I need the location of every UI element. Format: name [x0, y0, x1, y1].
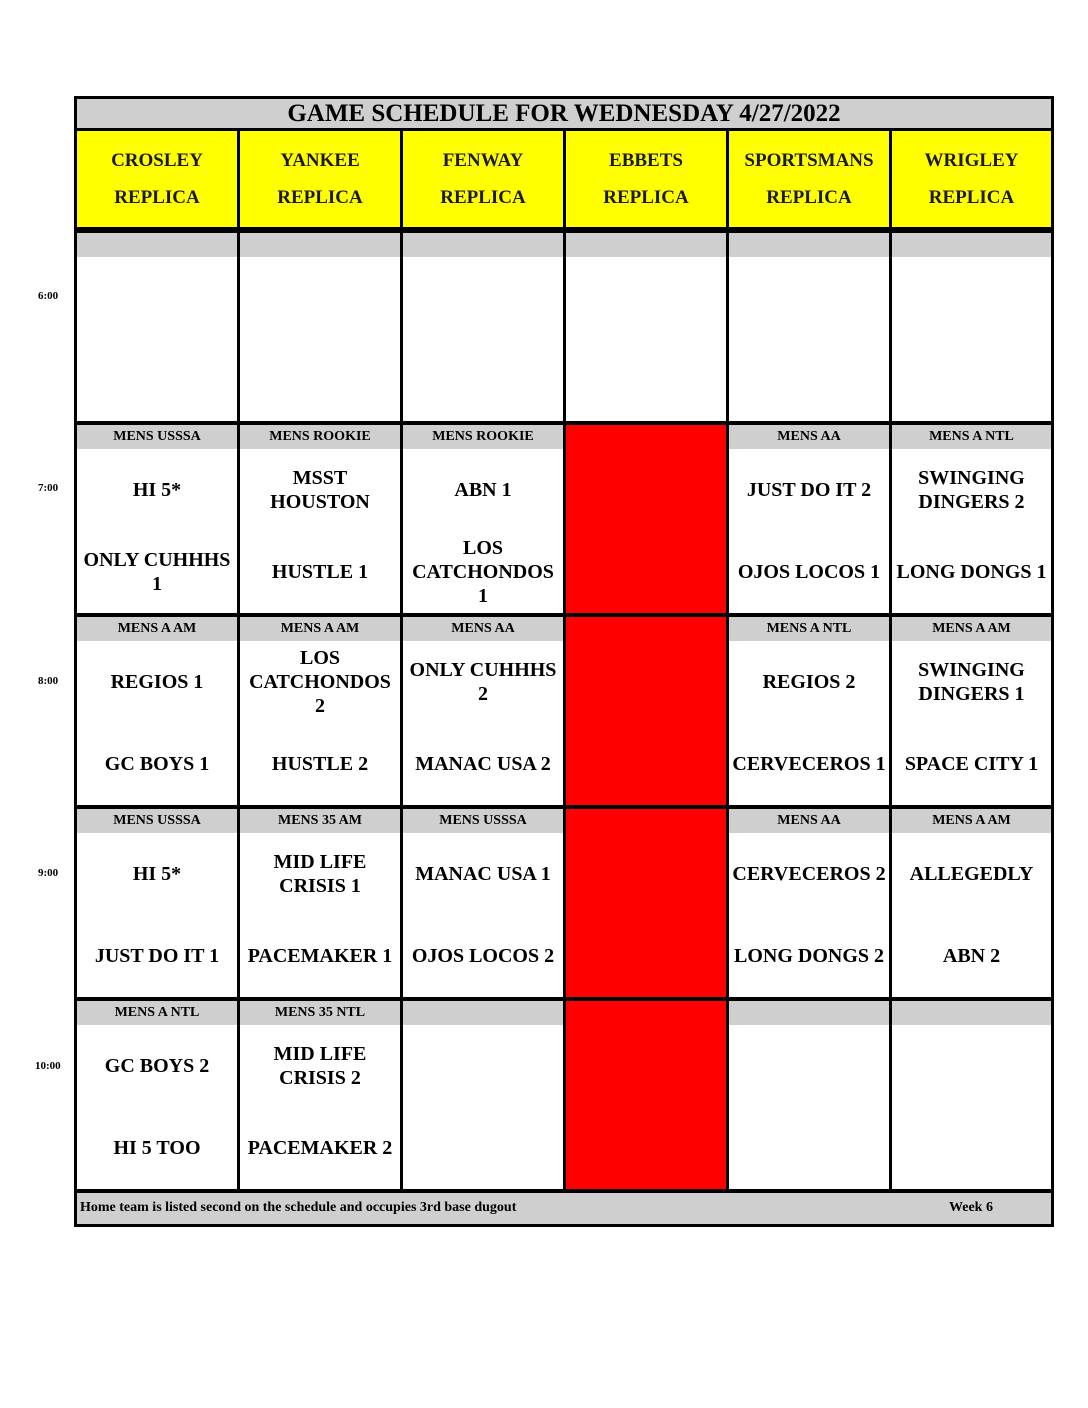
division-row: [77, 233, 1051, 257]
field-name: FENWAY: [442, 150, 524, 171]
away-team: [403, 1025, 563, 1107]
home-team: [566, 339, 726, 421]
time-label-6-00: 6:00: [38, 290, 59, 302]
field-name: CROSLEY: [111, 150, 203, 171]
game-cell: [403, 257, 566, 421]
division-cell: [566, 809, 729, 833]
away-team: [403, 257, 563, 339]
division-row: [77, 617, 1051, 641]
game-cell: [403, 833, 566, 997]
division-cell: MENS USSSA: [77, 425, 240, 449]
game-cell: [729, 641, 892, 805]
field-sub: REPLICA: [603, 187, 689, 208]
home-team: [403, 339, 563, 421]
division-cell: MENS A AM: [77, 617, 240, 641]
game-cell: [892, 1025, 1051, 1189]
field-header-ebbets: [566, 131, 729, 227]
division-cell: MENS AA: [729, 425, 892, 449]
division-row: [77, 809, 1051, 833]
away-team: [729, 1025, 889, 1107]
title-bar: [77, 99, 1051, 131]
footer-bar: [77, 1193, 1051, 1224]
game-cell: [77, 641, 240, 805]
home-team: ABN 2: [942, 945, 1001, 967]
away-team: HI 5*: [132, 863, 182, 885]
game-cell: [77, 833, 240, 997]
field-name: YANKEE: [280, 150, 360, 171]
away-team: REGIOS 1: [110, 671, 204, 693]
away-team: MID LIFE CRISIS 1: [273, 851, 367, 897]
home-team: OJOS LOCOS 1: [737, 561, 881, 583]
home-team: MANAC USA 2: [415, 753, 551, 775]
away-team: [566, 641, 726, 723]
division-cell: MENS 35 NTL: [240, 1001, 403, 1025]
away-team: [729, 257, 889, 339]
away-team: [77, 257, 237, 339]
home-team: JUST DO IT 1: [94, 945, 220, 967]
division-cell: [566, 233, 729, 257]
week-label: Week 6: [949, 1200, 993, 1215]
game-cell: [403, 449, 566, 613]
away-team: ABN 1: [454, 479, 512, 501]
away-team: [566, 833, 726, 915]
home-team: [892, 339, 1051, 421]
field-name: SPORTSMANS: [744, 150, 874, 171]
game-cell: [729, 1025, 892, 1189]
home-team: [566, 1107, 726, 1189]
away-team: [566, 1025, 726, 1107]
game-cell: [240, 641, 403, 805]
away-team: MID LIFE CRISIS 2: [273, 1043, 367, 1089]
game-cell: [892, 449, 1051, 613]
home-team: LOS CATCHONDOS 1: [412, 537, 554, 607]
game-cell: [403, 641, 566, 805]
home-team: PACEMAKER 2: [247, 1137, 393, 1159]
game-cell: [240, 833, 403, 997]
away-team: LOS CATCHONDOS 2: [249, 647, 391, 717]
game-cell: [892, 257, 1051, 421]
division-row: [77, 425, 1051, 449]
away-team: SWINGING DINGERS 2: [918, 467, 1025, 513]
time-label-10-00: 10:00: [35, 1060, 61, 1072]
home-team: [77, 339, 237, 421]
game-cell: [240, 449, 403, 613]
home-team: [566, 531, 726, 613]
away-team: [892, 1025, 1051, 1107]
field-header-sportsmans: [729, 131, 892, 227]
division-cell: MENS AA: [729, 809, 892, 833]
home-team: LONG DONGS 1: [896, 561, 1047, 583]
division-cell: MENS AA: [403, 617, 566, 641]
field-sub: REPLICA: [440, 187, 526, 208]
game-cell: [77, 449, 240, 613]
game-cell: [403, 1025, 566, 1189]
away-team: [240, 257, 400, 339]
field-header-row: [77, 131, 1051, 230]
game-cell: [729, 449, 892, 613]
field-sub: REPLICA: [928, 187, 1015, 208]
game-row: [77, 257, 1051, 421]
field-header-crosley: [77, 131, 240, 227]
schedule-table: [74, 96, 1054, 1227]
game-cell: [892, 641, 1051, 805]
home-team: [729, 339, 889, 421]
division-row: [77, 1001, 1051, 1025]
division-cell: [403, 233, 566, 257]
home-team: LONG DONGS 2: [733, 945, 885, 967]
away-team: ALLEGEDLY: [909, 863, 1034, 885]
division-cell: [729, 1001, 892, 1025]
division-cell: [892, 1001, 1051, 1025]
game-cell: [566, 257, 729, 421]
home-team: [566, 723, 726, 805]
division-cell: [566, 425, 729, 449]
field-closed-cell: [566, 449, 729, 613]
time-label-9-00: 9:00: [38, 867, 59, 879]
away-team: [892, 257, 1051, 339]
field-closed-cell: [566, 833, 729, 997]
game-cell: [240, 257, 403, 421]
division-cell: MENS A NTL: [729, 617, 892, 641]
game-cell: [77, 1025, 240, 1189]
away-team: HI 5*: [132, 479, 182, 501]
home-team: CERVECEROS 1: [732, 753, 886, 775]
home-team: ONLY CUHHHS 1: [83, 549, 231, 595]
game-row: [77, 833, 1051, 997]
division-cell: MENS USSSA: [403, 809, 566, 833]
away-team: JUST DO IT 2: [746, 479, 872, 501]
home-team: HUSTLE 1: [271, 561, 369, 583]
home-team: [566, 915, 726, 997]
division-cell: [240, 233, 403, 257]
home-team: HUSTLE 2: [271, 753, 369, 775]
game-cell: [77, 257, 240, 421]
division-cell: [892, 233, 1051, 257]
away-team: GC BOYS 2: [104, 1055, 210, 1077]
home-team: GC BOYS 1: [104, 753, 210, 775]
home-team: PACEMAKER 1: [247, 945, 393, 967]
game-cell: [892, 833, 1051, 997]
away-team: CERVECEROS 2: [732, 863, 886, 885]
division-cell: MENS A AM: [892, 617, 1051, 641]
field-closed-cell: [566, 641, 729, 805]
home-team: [729, 1107, 889, 1189]
division-cell: [403, 1001, 566, 1025]
field-header-yankee: [240, 131, 403, 227]
division-cell: MENS 35 AM: [240, 809, 403, 833]
division-cell: MENS A AM: [892, 809, 1051, 833]
division-cell: MENS A NTL: [77, 1001, 240, 1025]
home-team: HI 5 TOO: [113, 1137, 201, 1159]
division-cell: [77, 233, 240, 257]
home-team: [892, 1107, 1051, 1189]
field-closed-cell: [566, 1025, 729, 1189]
away-team: [566, 257, 726, 339]
footer-note: Home team is listed second on the schedule and occupies 3rd base dugout: [80, 1200, 517, 1215]
division-cell: MENS ROOKIE: [240, 425, 403, 449]
time-label-8-00: 8:00: [38, 675, 59, 687]
game-cell: [729, 257, 892, 421]
field-name: EBBETS: [609, 150, 683, 171]
game-cell: [729, 833, 892, 997]
away-team: MSST HOUSTON: [270, 467, 370, 513]
field-header-wrigley: [892, 131, 1051, 227]
division-cell: MENS A NTL: [892, 425, 1051, 449]
page-title: GAME SCHEDULE FOR WEDNESDAY 4/27/2022: [287, 99, 841, 127]
field-header-fenway: [403, 131, 566, 227]
field-sub: REPLICA: [114, 187, 200, 208]
division-cell: MENS A AM: [240, 617, 403, 641]
home-team: [403, 1107, 563, 1189]
game-cell: [240, 1025, 403, 1189]
home-team: OJOS LOCOS 2: [411, 945, 555, 967]
home-team: SPACE CITY 1: [904, 753, 1039, 775]
away-team: ONLY CUHHHS 2: [409, 659, 557, 705]
game-row: [77, 1025, 1051, 1189]
division-cell: [566, 1001, 729, 1025]
field-sub: REPLICA: [766, 187, 852, 208]
division-cell: [729, 233, 892, 257]
home-team: [240, 339, 400, 421]
game-row: [77, 641, 1051, 805]
field-name: WRIGLEY: [924, 150, 1019, 171]
division-cell: [566, 617, 729, 641]
field-sub: REPLICA: [277, 187, 363, 208]
away-team: SWINGING DINGERS 1: [918, 659, 1025, 705]
division-cell: MENS ROOKIE: [403, 425, 566, 449]
game-row: [77, 449, 1051, 613]
away-team: [566, 449, 726, 531]
away-team: MANAC USA 1: [415, 863, 551, 885]
division-cell: MENS USSSA: [77, 809, 240, 833]
away-team: REGIOS 2: [762, 671, 856, 693]
time-label-7-00: 7:00: [38, 482, 59, 494]
